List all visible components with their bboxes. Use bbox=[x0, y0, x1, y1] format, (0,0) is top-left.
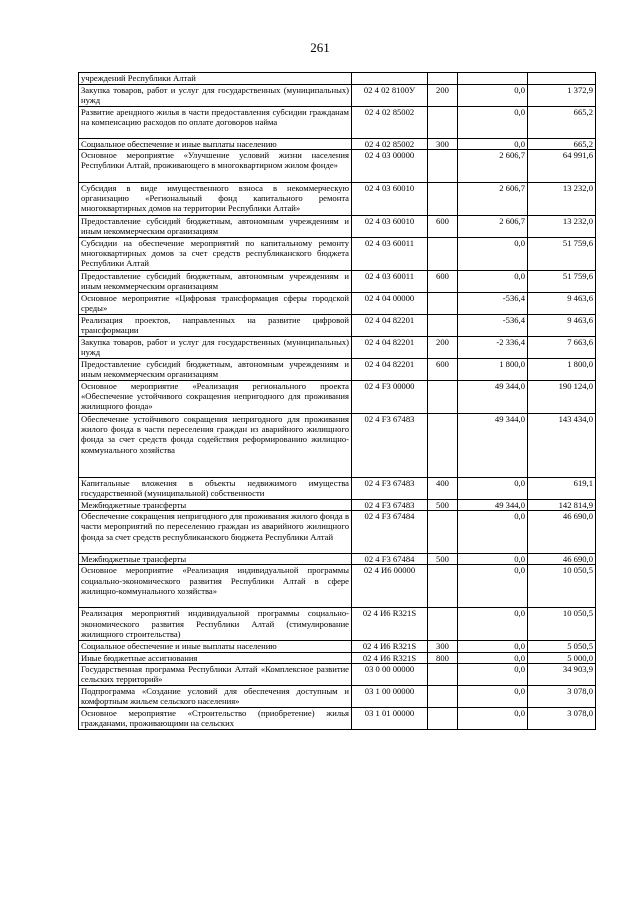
table-row bbox=[79, 554, 596, 565]
cell-name: Основное мероприятие «Реализация регионального проекта «Обеспечение устойчивого сокращения непригодного для проживания жилищного фонда» bbox=[79, 381, 352, 414]
cell-expense-type: 300 bbox=[428, 139, 458, 150]
cell-code bbox=[352, 73, 428, 85]
cell-name: Основное мероприятие «Цифровая трансформация сферы городской среды» bbox=[79, 293, 352, 315]
cell-total: 51 759,6 bbox=[528, 238, 596, 271]
cell-code: 03 1 00 00000 bbox=[352, 685, 428, 707]
cell-code: 02 4 F3 67483 bbox=[352, 500, 428, 511]
cell-expense-type bbox=[428, 107, 458, 139]
table-row bbox=[79, 315, 596, 337]
cell-code: 02 4 03 60011 bbox=[352, 271, 428, 293]
cell-change: 0,0 bbox=[458, 707, 528, 729]
cell-change: 0,0 bbox=[458, 685, 528, 707]
table-row bbox=[79, 641, 596, 652]
cell-code: 02 4 F3 67483 bbox=[352, 414, 428, 478]
cell-code: 02 4 03 60010 bbox=[352, 183, 428, 216]
cell-code: 02 4 И6 00000 bbox=[352, 565, 428, 608]
cell-expense-type bbox=[428, 183, 458, 216]
cell-expense-type bbox=[428, 565, 458, 608]
cell-total: 64 991,6 bbox=[528, 150, 596, 183]
cell-expense-type: 400 bbox=[428, 478, 458, 500]
table-row bbox=[79, 381, 596, 414]
cell-code: 02 4 04 00000 bbox=[352, 293, 428, 315]
cell-name: Государственная программа Республики Алтай «Комплексное развитие сельских территорий» bbox=[79, 663, 352, 685]
table-row bbox=[79, 511, 596, 554]
cell-expense-type bbox=[428, 381, 458, 414]
cell-expense-type bbox=[428, 315, 458, 337]
table-row bbox=[79, 183, 596, 216]
cell-code: 03 1 01 00000 bbox=[352, 707, 428, 729]
cell-total: 10 050,5 bbox=[528, 608, 596, 641]
cell-name: Социальное обеспечение и иные выплаты населению bbox=[79, 641, 352, 652]
cell-total: 9 463,6 bbox=[528, 315, 596, 337]
cell-change: -2 336,4 bbox=[458, 337, 528, 359]
cell-name: Иные бюджетные ассигнования bbox=[79, 652, 352, 663]
cell-name: Реализация проектов, направленных на развитие цифровой трансформации bbox=[79, 315, 352, 337]
cell-change: 0,0 bbox=[458, 511, 528, 554]
cell-change: 0,0 bbox=[458, 641, 528, 652]
cell-name: Предоставление субсидий бюджетным, автономным учреждениям и иным некоммерческим организациям bbox=[79, 271, 352, 293]
cell-total: 665,2 bbox=[528, 139, 596, 150]
table-row bbox=[79, 500, 596, 511]
cell-change: 0,0 bbox=[458, 663, 528, 685]
cell-name: Основное мероприятие «Улучшение условий жизни населения Республики Алтай, проживающего в многоквартирном жилом фонде» bbox=[79, 150, 352, 183]
cell-name: учреждений Республики Алтай bbox=[79, 73, 352, 85]
cell-total: 9 463,6 bbox=[528, 293, 596, 315]
cell-expense-type bbox=[428, 663, 458, 685]
cell-code: 02 4 И6 R321S bbox=[352, 641, 428, 652]
cell-name: Обеспечение устойчивого сокращения непригодного для проживания жилого фонда в части переселения граждан из аварийного жилищного фонда за счет средств фонда содействия реформированию жилищно-коммунального хозяйства bbox=[79, 414, 352, 478]
cell-code: 02 4 03 60011 bbox=[352, 238, 428, 271]
table-row bbox=[79, 337, 596, 359]
table-row bbox=[79, 359, 596, 381]
table-row bbox=[79, 216, 596, 238]
table-row bbox=[79, 652, 596, 663]
cell-code: 02 4 F3 67484 bbox=[352, 554, 428, 565]
cell-change: 0,0 bbox=[458, 271, 528, 293]
cell-name: Обеспечение сокращения непригодного для проживания жилого фонда в части мероприятий по переселению граждан из аварийного жилищного фонда за счет средств республиканского бюджета Республики Алтай bbox=[79, 511, 352, 554]
cell-name: Социальное обеспечение и иные выплаты населению bbox=[79, 139, 352, 150]
cell-name: Реализация мероприятий индивидуальной программы социально-экономического развития Республики Алтай (стимулирование жилищного строительства) bbox=[79, 608, 352, 641]
cell-total: 142 814,9 bbox=[528, 500, 596, 511]
cell-code: 02 4 F3 67483 bbox=[352, 478, 428, 500]
table-row bbox=[79, 271, 596, 293]
cell-expense-type: 600 bbox=[428, 271, 458, 293]
cell-expense-type bbox=[428, 511, 458, 554]
cell-change: 49 344,0 bbox=[458, 414, 528, 478]
cell-code: 03 0 00 00000 bbox=[352, 663, 428, 685]
cell-change: 49 344,0 bbox=[458, 381, 528, 414]
cell-total: 3 078,0 bbox=[528, 707, 596, 729]
cell-expense-type: 500 bbox=[428, 500, 458, 511]
cell-name: Субсидия в виде имущественного взноса в некоммерческую организацию «Региональный фонд капитального ремонта многоквартирных домов на территории Республики Алтай» bbox=[79, 183, 352, 216]
cell-code: 02 4 02 85002 bbox=[352, 107, 428, 139]
cell-change: 2 606,7 bbox=[458, 216, 528, 238]
cell-expense-type bbox=[428, 238, 458, 271]
cell-total: 3 078,0 bbox=[528, 685, 596, 707]
cell-expense-type: 800 bbox=[428, 652, 458, 663]
cell-change: 0,0 bbox=[458, 139, 528, 150]
cell-total: 1 372,9 bbox=[528, 85, 596, 107]
cell-total: 46 690,0 bbox=[528, 554, 596, 565]
cell-total: 665,2 bbox=[528, 107, 596, 139]
table-row bbox=[79, 293, 596, 315]
cell-expense-type: 600 bbox=[428, 216, 458, 238]
cell-total: 143 434,0 bbox=[528, 414, 596, 478]
cell-expense-type: 600 bbox=[428, 359, 458, 381]
page-number: 261 bbox=[310, 40, 330, 55]
table-row bbox=[79, 608, 596, 641]
cell-expense-type bbox=[428, 293, 458, 315]
cell-change: 0,0 bbox=[458, 565, 528, 608]
cell-name: Капитальные вложения в объекты недвижимого имущества государственной (муниципальной) собственности bbox=[79, 478, 352, 500]
cell-code: 02 4 04 82201 bbox=[352, 337, 428, 359]
cell-change: 0,0 bbox=[458, 107, 528, 139]
cell-expense-type: 300 bbox=[428, 641, 458, 652]
cell-total: 13 232,0 bbox=[528, 216, 596, 238]
cell-name: Предоставление субсидий бюджетным, автономным учреждениям и иным некоммерческим организациям bbox=[79, 359, 352, 381]
cell-expense-type bbox=[428, 150, 458, 183]
cell-expense-type bbox=[428, 608, 458, 641]
table-row bbox=[79, 707, 596, 729]
cell-total: 46 690,0 bbox=[528, 511, 596, 554]
cell-change: 0,0 bbox=[458, 478, 528, 500]
cell-name: Основное мероприятие «Реализация индивидуальной программы социально-экономического развития Республики Алтай в сфере жилищно-коммунального хозяйства» bbox=[79, 565, 352, 608]
cell-expense-type bbox=[428, 685, 458, 707]
cell-code: 02 4 И6 R321S bbox=[352, 608, 428, 641]
cell-code: 02 4 02 8100У bbox=[352, 85, 428, 107]
cell-name: Межбюджетные трансферты bbox=[79, 554, 352, 565]
cell-name: Основное мероприятие «Строительство (приобретение) жилья гражданами, проживающими на сельских bbox=[79, 707, 352, 729]
cell-change: 0,0 bbox=[458, 238, 528, 271]
cell-total bbox=[528, 73, 596, 85]
cell-total: 10 050,5 bbox=[528, 565, 596, 608]
cell-expense-type: 200 bbox=[428, 337, 458, 359]
cell-code: 02 4 02 85002 bbox=[352, 139, 428, 150]
cell-code: 02 4 03 60010 bbox=[352, 216, 428, 238]
table-row bbox=[79, 150, 596, 183]
cell-expense-type: 200 bbox=[428, 85, 458, 107]
table-row bbox=[79, 107, 596, 139]
cell-total: 5 050,5 bbox=[528, 641, 596, 652]
cell-total: 1 800,0 bbox=[528, 359, 596, 381]
table-row bbox=[79, 478, 596, 500]
table-row bbox=[79, 685, 596, 707]
cell-change: -536,4 bbox=[458, 293, 528, 315]
cell-code: 02 4 04 82201 bbox=[352, 315, 428, 337]
cell-name: Межбюджетные трансферты bbox=[79, 500, 352, 511]
cell-code: 02 4 F3 00000 bbox=[352, 381, 428, 414]
cell-total: 190 124,0 bbox=[528, 381, 596, 414]
cell-change: 0,0 bbox=[458, 608, 528, 641]
table-row bbox=[79, 73, 596, 85]
cell-expense-type bbox=[428, 73, 458, 85]
cell-change: -536,4 bbox=[458, 315, 528, 337]
cell-code: 02 4 И6 R321S bbox=[352, 652, 428, 663]
cell-total: 5 000,0 bbox=[528, 652, 596, 663]
cell-change: 2 606,7 bbox=[458, 150, 528, 183]
table-row bbox=[79, 414, 596, 478]
cell-change: 0,0 bbox=[458, 554, 528, 565]
budget-table bbox=[78, 72, 596, 730]
cell-expense-type: 500 bbox=[428, 554, 458, 565]
cell-expense-type bbox=[428, 707, 458, 729]
cell-change bbox=[458, 73, 528, 85]
cell-name: Закупка товаров, работ и услуг для государственных (муниципальных) нужд bbox=[79, 337, 352, 359]
cell-total: 619,1 bbox=[528, 478, 596, 500]
cell-name: Предоставление субсидий бюджетным, автономным учреждениям и иным некоммерческим организациям bbox=[79, 216, 352, 238]
cell-change: 49 344,0 bbox=[458, 500, 528, 511]
cell-change: 0,0 bbox=[458, 652, 528, 663]
cell-code: 02 4 04 82201 bbox=[352, 359, 428, 381]
cell-total: 7 663,6 bbox=[528, 337, 596, 359]
table-row bbox=[79, 85, 596, 107]
cell-name: Подпрограмма «Создание условий для обеспечения доступным и комфортным жильем сельского населения» bbox=[79, 685, 352, 707]
table-row bbox=[79, 663, 596, 685]
cell-expense-type bbox=[428, 414, 458, 478]
cell-change: 2 606,7 bbox=[458, 183, 528, 216]
cell-name: Субсидии на обеспечение мероприятий по капитальному ремонту многоквартирных домов за счет средств республиканского бюджета Республики Алтай bbox=[79, 238, 352, 271]
cell-code: 02 4 03 00000 bbox=[352, 150, 428, 183]
cell-code: 02 4 F3 67484 bbox=[352, 511, 428, 554]
table-row bbox=[79, 238, 596, 271]
cell-change: 1 800,0 bbox=[458, 359, 528, 381]
cell-name: Закупка товаров, работ и услуг для государственных (муниципальных) нужд bbox=[79, 85, 352, 107]
table-row bbox=[79, 139, 596, 150]
cell-total: 34 903,9 bbox=[528, 663, 596, 685]
cell-total: 51 759,6 bbox=[528, 271, 596, 293]
cell-total: 13 232,0 bbox=[528, 183, 596, 216]
cell-change: 0,0 bbox=[458, 85, 528, 107]
cell-name: Развитие арендного жилья в части предоставления субсидии гражданам на компенсацию расходов по оплате договоров найма bbox=[79, 107, 352, 139]
table-row bbox=[79, 565, 596, 608]
